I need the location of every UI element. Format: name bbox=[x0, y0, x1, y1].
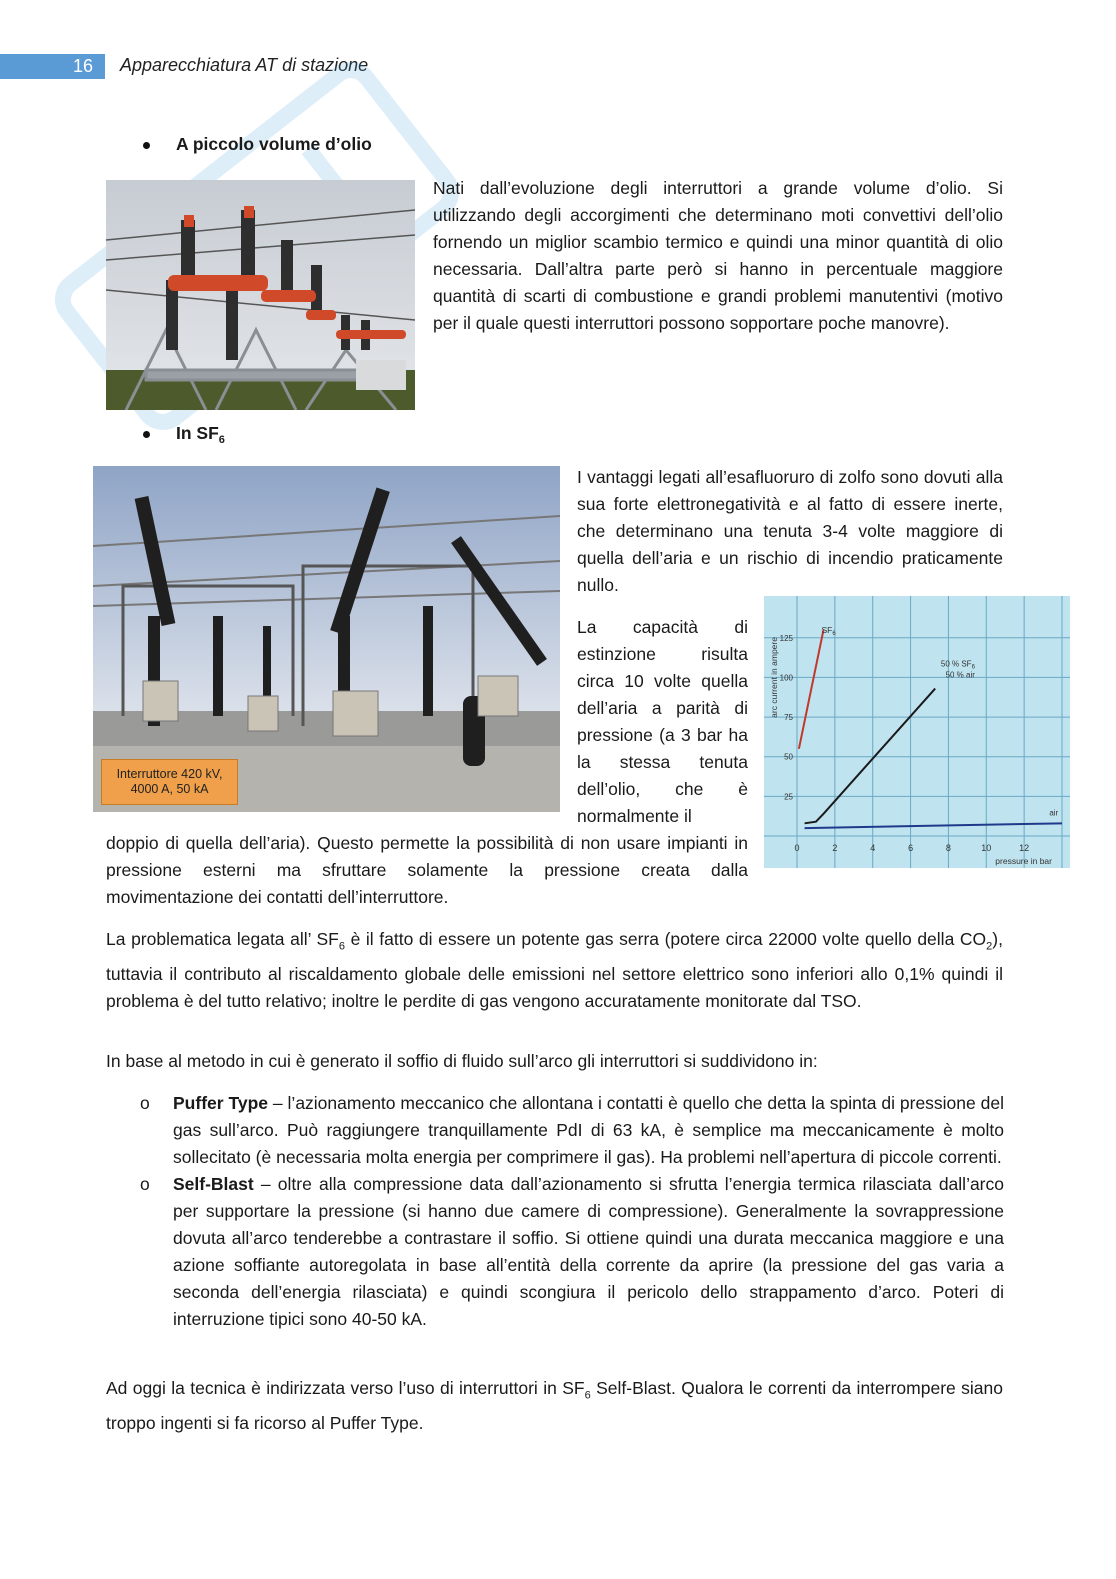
page-number: 16 bbox=[0, 54, 105, 79]
y-tick-label: 100 bbox=[779, 673, 793, 683]
series-label-mix-line2: 50 % air bbox=[945, 670, 975, 680]
x-tick-label: 6 bbox=[908, 843, 914, 853]
photo-caption-label: Interruttore 420 kV, 4000 A, 50 kA bbox=[101, 759, 238, 805]
series-label-sf6: $SF_6$ bbox=[821, 624, 836, 637]
list-item-puffer bbox=[140, 1090, 1004, 1171]
y-tick-label: 125 bbox=[779, 633, 793, 643]
list-item-text: Self-Blast – oltre alla compressione data dall’azionamento si sfrutta l’energia termica rilasciata dall’arco per supportare la pressione (si hanno due camere di compressione). Generalmente la sovrappressione dovuta all’arco tenderebbe a contrastare il soffio. Si ottiene quindi una durata meccanica maggiore e una azione soffiante autoregolata in base all’entità della corrente da aprire (la pressione del gas varia a seconda dell’energia rilasciata) e quindi scongiura il pericolo dello strappamento d’arco. Poteri di interruzione tipici sono 40-50 kA. bbox=[173, 1174, 1004, 1329]
x-tick-label: 2 bbox=[832, 843, 838, 853]
paragraph-blast-methods-intro: In base al metodo in cui è generato il soffio di fluido sull’arco gli interruttori si suddividono in: bbox=[106, 1051, 818, 1071]
series-label-sub: 6 bbox=[832, 630, 836, 637]
x-tick-label: 10 bbox=[981, 843, 992, 853]
section-heading-sf6: In $SF_6$ bbox=[143, 423, 225, 446]
y-axis-label: arc current in ampere bbox=[769, 637, 779, 718]
list-marker: o bbox=[140, 1174, 150, 1194]
x-tick-label: 4 bbox=[870, 843, 876, 853]
y-tick-label: 50 bbox=[784, 752, 793, 762]
paragraph-sf6-extinction-full: doppio di quella dell’aria). Questo permette la possibilità di non usare impianti in pressione esterni ma sfruttare solamente la pressione creata dalla movimentazione dei contatti dell’interruttore. bbox=[106, 833, 748, 907]
photo-sf6-breaker bbox=[93, 466, 560, 812]
list-item-text: Puffer Type – l’azionamento meccanico che allontana i contatti è quello che detta la spinta di pressione del gas sull’arco. Può raggiungere tranquillamente PdI di 63 kA, è semplice ma meccanicamente è molto sollecitato (è necessaria molta energia per comprimere il gas). Ha problemi nell’apertura di piccole correnti. bbox=[173, 1093, 1005, 1167]
list-item-self-blast bbox=[140, 1171, 1004, 1333]
series-label-mix-line1: 50 % $SF_6$ bbox=[940, 659, 975, 671]
paragraph-sf6-advantages: I vantaggi legati all’esafluoruro di zolfo sono dovuti alla sua forte elettronegatività e al fatto di essere inerte, che determinano una tenuta 3-4 volte maggiore di quella dell’aria e un rischio di incendio praticamente nullo. bbox=[577, 467, 1003, 595]
photo-small-oil-breaker bbox=[106, 180, 415, 410]
series-label-sub: 6 bbox=[971, 664, 975, 671]
paragraph-small-oil: Nati dall’evoluzione degli interruttori a grande volume d’olio. Si utilizzando degli accorgimenti che determinano moti convettivi dell’olio fornendo un miglior scambio termico e quindi una minor quantità di olio necessaria. Dall’altra parte però si hanno in percentuale maggiore quantità di scarti di combustione e grandi problemi manutentivi (motivo per il quale questi interruttori possono sopportare poche manovre). bbox=[433, 178, 1003, 333]
running-title: Apparecchiatura AT di stazione bbox=[120, 55, 369, 75]
list-marker: o bbox=[140, 1093, 150, 1113]
x-tick-label: 8 bbox=[945, 843, 951, 853]
paragraph-sf6-greenhouse: La problematica legata all’ $SF_6$ è il fatto di essere un potente gas serra (potere circa 22000 volte quello della $CO_2$), tuttavia il contributo al riscaldamento globale delle emissioni nel settore elettrico sono inferiori allo 0,1% quindi il problema è del tutto relativo; inoltre le perdite di gas vengono accuratamente monitorate dal TSO. bbox=[106, 929, 1003, 1011]
bullet-icon bbox=[143, 142, 150, 149]
x-axis-label: pressure in bar bbox=[995, 856, 1052, 866]
chart-arc-current-vs-pressure bbox=[764, 596, 1070, 868]
bullet-icon bbox=[143, 431, 150, 438]
y-tick-label: 25 bbox=[784, 792, 793, 802]
y-tick-label: 75 bbox=[784, 713, 793, 723]
section-heading-small-oil: A piccolo volume d’olio bbox=[143, 134, 372, 155]
x-tick-label: 0 bbox=[794, 843, 800, 853]
series-label-air: air bbox=[1049, 808, 1059, 818]
breaker-types-list bbox=[140, 1090, 1004, 1333]
x-tick-label: 12 bbox=[1019, 843, 1030, 853]
paragraph-conclusion: Ad oggi la tecnica è indirizzata verso l’uso di interruttori in $SF_6$ Self-Blast. Qualora le correnti da interrompere siano troppo ingenti si fa ricorso al Puffer Type. bbox=[106, 1378, 1003, 1433]
paragraph-sf6-extinction-col: La capacità di estinzione risulta circa 10 volte quella dell’aria a parità di pressione (a 3 bar ha la stessa tenuta dell’olio, che è normalmente il bbox=[577, 617, 748, 826]
